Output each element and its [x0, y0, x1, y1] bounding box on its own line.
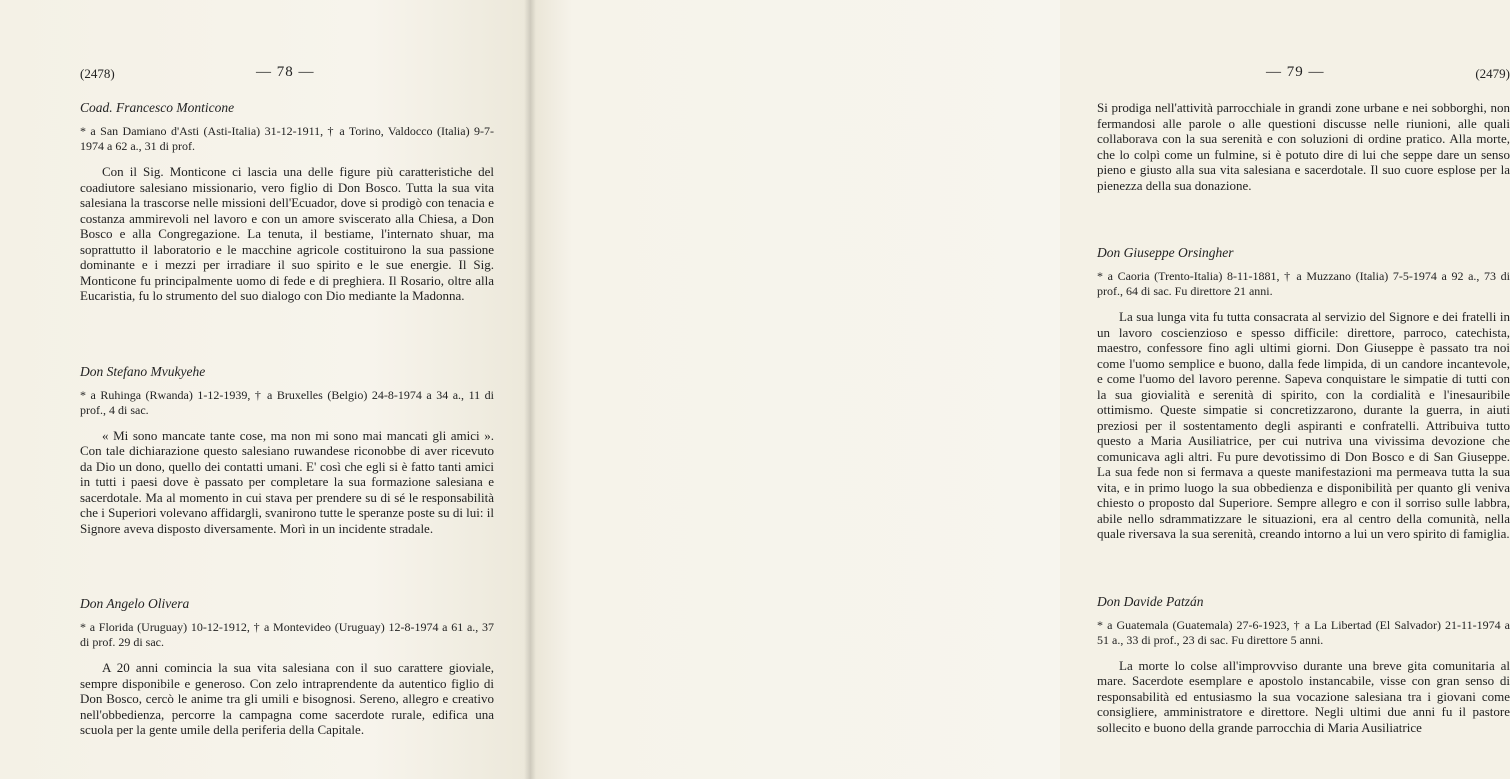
right-page — [530, 0, 1510, 779]
entry-text: Con il Sig. Monticone ci lascia una delle figure più caratteristiche del coadiutore salesiano missionario, vero figlio di Don Bosco. Tutta la sua vita salesiana la trascorse nelle missioni dell'Ecuador, dove si prodigò con tenacia e costanza ammirevoli nel lavoro e con un amore sviscerato alla Chiesa, a Don Bosco e alla Congregazione. La tenuta, il bestiame, l'internato shuar, ma soprattutto il laboratorio e le macchine agricole costituirono la sua passione dominante e i mezzi per irradiare il suo spirito e le sue energie. Il Sig. Monticone fu principalmente uomo di fede e di preghiera. Il Rosario, oltre alla Eucaristia, fu lo strumento del suo dialogo con Dio mediante la Madonna. — [80, 164, 494, 303]
entry-meta: * a San Damiano d'Asti (Asti-Italia) 31-12-1911, † a Torino, Valdocco (Italia) 9-7-1974 a 62 a., 31 di prof. — [80, 124, 494, 153]
entry-text: La sua lunga vita fu tutta consacrata al servizio del Signore e dei fratelli in un lavoro coscienzioso e spesso difficile: direttore, parroco, catechista, maestro, confessore fino agli ultimi giorni. Don Giuseppe è passato tra noi come l'uomo semplice e buono, dalla fede limpida, di un candore incantevole, e come l'uomo del lavoro perenne. Sapeva conquistare le simpatie di tutti con la sua giovialità e serenità di spirito, con la cordialità e l'inesauribile ottimismo. Queste simpatie si concretizzarono, durante la guerra, in aiuti preziosi per il sostentamento degli aspiranti e confratelli. Attribuiva tutto questo a Maria Ausiliatrice, per cui nutriva una vivissima devozione che comunicava agli altri. Fu pure devotissimo di Don Bosco e di San Giuseppe. La sua fede non si fermava a queste manifestazioni ma permeava tutta la sua vita, e in primo luogo la sua obbedienza e disponibilità per quanto gli veniva chiesto o proposto dal Superiore. Sempre allegro e con il sorriso sulle labbra, abile nello sdrammatizzare le situazioni, era al centro della comunità, nella quale riversava la sua serenità, creando intorno a lui un vero spirito di famiglia. — [1097, 309, 1510, 541]
entry-meta: * a Florida (Uruguay) 10-12-1912, † a Montevideo (Uruguay) 12-8-1974 a 61 a., 37 di prof. 29 di sac. — [80, 620, 494, 649]
left-page-code: (2478) — [80, 66, 115, 81]
entry-text: « Mi sono mancate tante cose, ma non mi sono mai mancati gli amici ». Con tale dichiarazione questo salesiano ruwandese riconobbe di aver ricevuto da Dio un dono, quello dei contatti umani. E' così che egli si è fatto tanti amici in tutti i paesi dove è passato per completare la sua formazione salesiana e sacerdotale. Ma al momento in cui stava per prendere su di sé le responsabilità che i Superiori volevano affidargli, svanirono tutte le speranze poste su di lui: il Signore aveva disposto diversamente. Morì in un incidente stradale. — [80, 427, 494, 536]
right-page-content — [1097, 62, 1510, 735]
continuation-text: Si prodiga nell'attività parrocchiale in grandi zone urbane e nei sobborghi, non fermandosi alle parole o alle questioni discusse nelle riunioni, alle quali collaborava con la sua serenità e con soluzioni di ordine pratico. Alla morte, che lo colpì come un fulmine, si è potuto dire di lui che seppe dare un senso pieno e giusto alla sua vita salesiana e sacerdotale. Il suo cuore esplose per la pienezza della sua donazione. — [1097, 100, 1510, 193]
book-gutter-shadow — [524, 0, 536, 779]
right-page-number: — 79 — — [1266, 64, 1325, 80]
entry-text: La morte lo colse all'improvviso durante una breve gita comunitaria al mare. Sacerdote esemplare e apostolo instancabile, visse con gran senso di responsabilità ed entusiasmo la sua vocazione salesiana tra i giovani come consigliere, amministratore e direttore. Negli ultimi due anni fu il pastore sollecito e buono della grande parrocchia di Maria Ausiliatrice — [1097, 657, 1510, 735]
left-page-content — [80, 62, 494, 738]
entry-meta: * a Ruhinga (Rwanda) 1-12-1939, † a Bruxelles (Belgio) 24-8-1974 a 34 a., 11 di prof., 4 di sac. — [80, 387, 494, 417]
entry-meta: * a Caoria (Trento-Italia) 8-11-1881, † a Muzzano (Italia) 7-5-1974 a 92 a., 73 di prof., 64 di sac. Fu direttore 21 anni. — [1097, 269, 1510, 298]
entry-meta: * a Guatemala (Guatemala) 27-6-1923, † a La Libertad (El Salvador) 21-11-1974 a 51 a., 33 di prof., 23 di sac. Fu direttore 5 anni. — [1097, 617, 1510, 647]
entry-title: Don Stefano Mvukyehe — [80, 363, 206, 379]
left-page-number: — 78 — — [256, 64, 315, 80]
left-page — [0, 0, 530, 779]
entry-title: Don Giuseppe Orsingher — [1097, 245, 1234, 260]
entry-text: A 20 anni comincia la sua vita salesiana con il suo carattere gioviale, sempre disponibile e generoso. Con zelo intraprendente da autentico figlio di Don Bosco, cercò le anime tra gli umili e bisognosi. Sereno, allegro e creativo nell'obbedienza, percorre la campagna come sacerdote rurale, edifica una scuola per la gente umile della periferia della Capitale. — [80, 660, 494, 737]
entry-title: Don Davide Patzán — [1097, 593, 1204, 609]
left-page-header — [80, 62, 494, 84]
entry-title: Don Angelo Olivera — [80, 596, 190, 611]
right-page-header — [1097, 62, 1510, 84]
right-page-code: (2479) — [1475, 66, 1510, 81]
entry-title: Coad. Francesco Monticone — [80, 100, 235, 115]
